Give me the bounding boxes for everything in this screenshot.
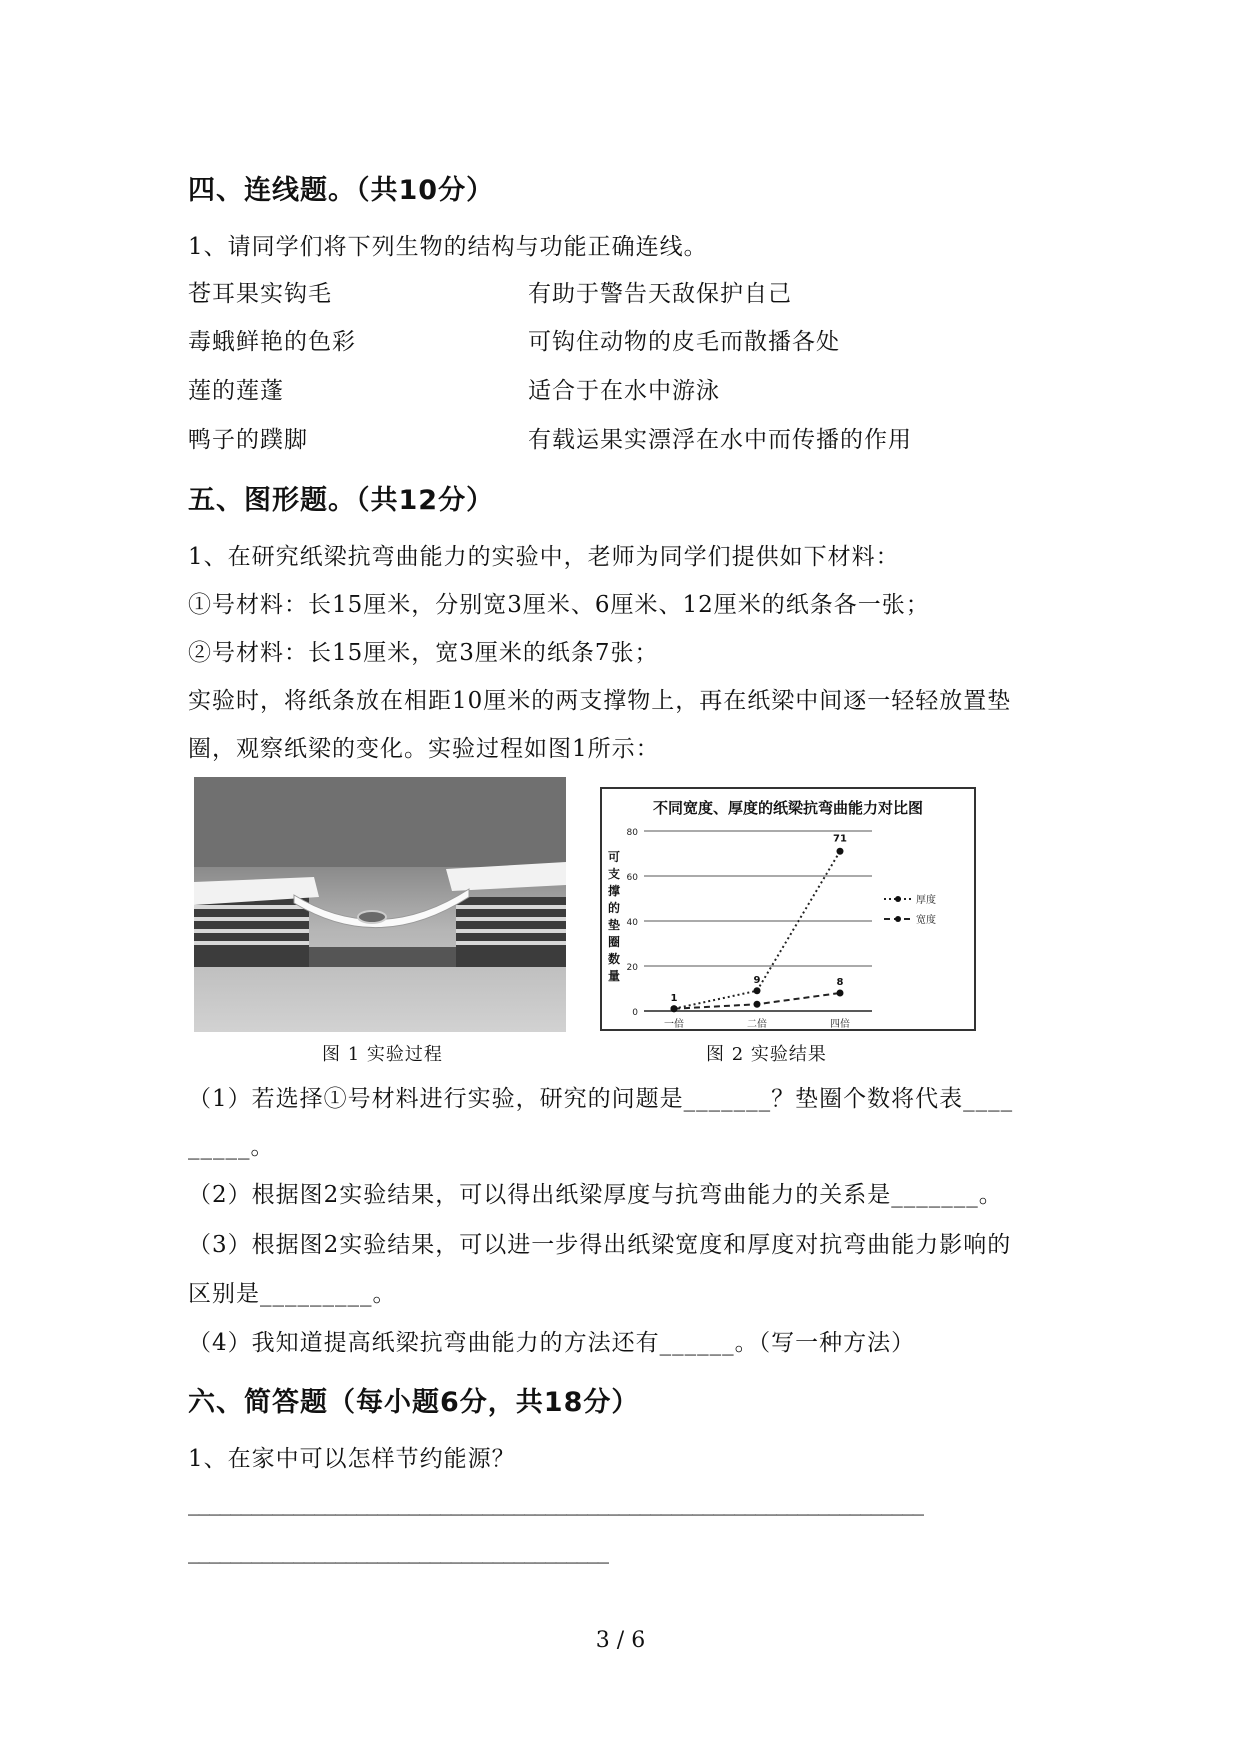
sub-question-3-line1: （3）根据图2实验结果，可以进一步得出纸梁宽度和厚度对抗弯曲能力影响的 [188,1232,1012,1258]
data-point [754,987,761,994]
data-point [671,1005,678,1012]
y-axis-label-char: 的 [607,901,621,915]
y-tick-label: 60 [626,873,638,883]
figure1-caption: 图 1 实验过程 [322,1044,443,1065]
legend-label: 宽度 [916,915,936,926]
y-tick-label: 20 [626,963,638,973]
process-line-2: 圈，观察纸梁的变化。实验过程如图1所示： [188,736,660,762]
right-item-3: 适合于在水中游泳 [528,378,720,404]
data-label: 9 [753,974,761,986]
right-item-4: 有载运果实漂浮在水中而传播的作用 [528,427,912,453]
legend-label: 厚度 [916,895,936,906]
x-tick-label: 二倍 [747,1019,767,1029]
sub-question-1-line2: _____。 [188,1134,275,1160]
left-item-1: 苍耳果实钩毛 [188,281,332,307]
sub-question-1-line1: （1）若选择①号材料进行实验，研究的问题是_______？垫圈个数将代表____ [188,1086,1014,1112]
legend-marker [895,916,901,922]
y-tick-label: 40 [626,918,638,928]
data-label: 1 [670,992,678,1004]
figure2-caption: 图 2 实验结果 [706,1044,827,1065]
x-tick-label: 一倍 [664,1019,684,1029]
section6-heading: 六、简答题（每小题6分，共18分） [188,1387,640,1418]
chart-legend [884,893,936,926]
legend-marker [895,896,901,902]
answer-line-1: ______________________________________________________________________ [188,1490,923,1516]
y-axis-label-char: 量 [607,969,621,983]
answer-line-2: ________________________________________ [188,1538,608,1564]
material-2: ②号材料：长15厘米，宽3厘米的纸条7张； [188,640,659,666]
left-item-2: 毒蛾鲜艳的色彩 [188,329,356,355]
y-axis-label-char: 可 [607,850,621,864]
page-number: 3 / 6 [595,1628,646,1653]
y-axis-label-char: 数 [607,952,621,966]
y-axis-label-char: 垫 [607,918,621,932]
section6-q1: 1、在家中可以怎样节约能源？ [188,1446,516,1472]
x-tick-label: 四倍 [830,1019,850,1029]
material-1: ①号材料：长15厘米，分别宽3厘米、6厘米、12厘米的纸条各一张； [188,592,930,618]
right-item-1: 有助于警告天敌保护自己 [528,281,792,307]
left-item-4: 鸭子的蹼脚 [188,427,308,453]
line-chart [602,789,974,1029]
section5-heading: 五、图形题。（共12分） [188,485,495,516]
y-axis-label-char: 圈 [607,935,621,949]
sub-question-2: （2）根据图2实验结果，可以得出纸梁厚度与抗弯曲能力的关系是_______。 [188,1182,1003,1208]
sub-question-3-line2: 区别是_________。 [188,1281,397,1307]
chart-frame [600,787,976,1031]
chart-title: 不同宽度、厚度的纸梁抗弯曲能力对比图 [652,799,924,817]
y-axis-label-char: 支 [607,867,621,881]
right-item-2: 可钩住动物的皮毛而散播各处 [528,329,840,355]
data-point [754,1001,761,1008]
experiment-photo [194,777,566,1032]
y-axis-label-char: 撑 [607,884,621,898]
y-tick-label: 80 [626,828,638,838]
experiment-illustration [194,777,566,1032]
y-axis-label [608,849,621,983]
y-tick-label: 0 [632,1008,638,1018]
axis-ticks [627,828,850,1029]
section5-q1-intro: 1、在研究纸梁抗弯曲能力的实验中，老师为同学们提供如下材料： [188,544,900,570]
left-item-3: 莲的莲蓬 [188,378,284,404]
sub-question-4: （4）我知道提高纸梁抗弯曲能力的方法还有______。（写一种方法） [188,1330,916,1356]
data-label: 8 [836,977,844,988]
process-line-1: 实验时，将纸条放在相距10厘米的两支撑物上，再在纸梁中间逐一轻轻放置垫 [188,688,1012,714]
data-point [837,848,844,855]
chart-series [671,833,847,1012]
data-point [837,990,844,997]
section4-q1: 1、请同学们将下列生物的结构与功能正确连线。 [188,234,708,260]
section4-heading: 四、连线题。（共10分） [188,175,495,206]
data-label: 71 [833,833,847,845]
